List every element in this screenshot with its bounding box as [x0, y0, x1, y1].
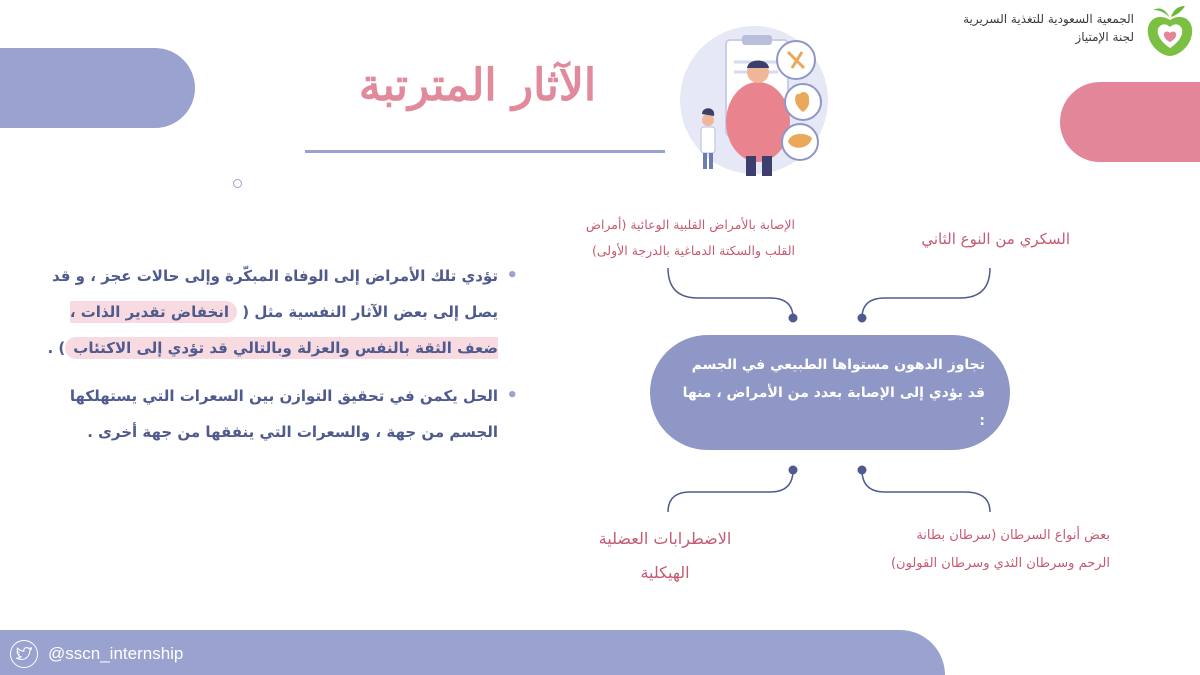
effects-bullet-list [30, 258, 520, 450]
twitter-handle[interactable]: @sscn_internship [48, 644, 184, 663]
connector-dot-cancer [858, 466, 867, 475]
decor-small-circle [233, 179, 242, 188]
center-concept-box [650, 335, 1010, 450]
category-diabetes: السكري من النوع الثاني [921, 230, 1070, 248]
organization-name: الجمعية السعودية للتغذية السريرية [963, 12, 1134, 26]
organization-name-block [963, 10, 1134, 46]
center-concept-text: تجاوز الدهون مستواها الطبيعي في الجسم قد يؤدي إلى الإصابة بعدد من الأمراض ، منها : [682, 356, 985, 429]
connector-dot-musculo [789, 466, 798, 475]
category-cancer-line2: الرحم وسرطان الثدي وسرطان القولون) [890, 556, 1110, 571]
twitter-bird-icon [10, 640, 38, 668]
category-cancer-line1: بعض أنواع السرطان (سرطان بطانة [916, 528, 1110, 543]
category-cardiovascular-line2: القلب والسكتة الدماغية بالدرجة الأولى) [592, 243, 795, 258]
twitter-handle-block[interactable] [10, 640, 183, 668]
connector-dot-diabetes [858, 314, 867, 323]
obesity-illustration [678, 24, 844, 180]
page-title: الآثار المترتبة [358, 60, 597, 111]
psychological-effects-highlight: انخفاض تقدير الذات ، ضعف الثقة بالنفس والعزلة وبالتالي قد تؤدي إلى الاكتئاب [65, 301, 498, 359]
bullet-consequences [30, 258, 520, 366]
bullet-solution [30, 378, 520, 450]
category-cardiovascular [530, 212, 795, 264]
connector-cancer [862, 470, 990, 512]
bullet-consequences-text: تؤدي تلك الأمراض إلى الوفاة المبكّرة وإلى حالات عجز ، و قد يصل إلى بعض الآثار النفسية مثل ( [51, 267, 498, 321]
category-cancer [840, 522, 1110, 578]
connector-heart [668, 268, 793, 318]
connector-dot-heart [789, 314, 798, 323]
bullet-consequences-end: ) . [47, 339, 66, 357]
committee-name: لجنة الإمتياز [1075, 30, 1134, 44]
category-cardiovascular-line1: الإصابة بالأمراض القلبية الوعائية (أمراض [585, 217, 795, 232]
category-musculoskeletal-line2: الهيكلية [640, 563, 690, 582]
connector-diabetes [862, 268, 990, 318]
title-underline [305, 150, 665, 153]
category-musculoskeletal [570, 522, 760, 590]
category-musculoskeletal-line1: الاضطرابات العضلية [598, 529, 732, 548]
apple-heart-logo-icon [1145, 4, 1195, 58]
connector-musculo [668, 470, 793, 512]
bullet-solution-text: الحل يكمن في تحقيق التوازن بين السعرات التي يستهلكها الجسم من جهة ، والسعرات التي ينفقها من جهة أخرى . [69, 387, 498, 441]
decor-pill-right [1060, 82, 1200, 162]
decor-pill-left [0, 48, 195, 128]
